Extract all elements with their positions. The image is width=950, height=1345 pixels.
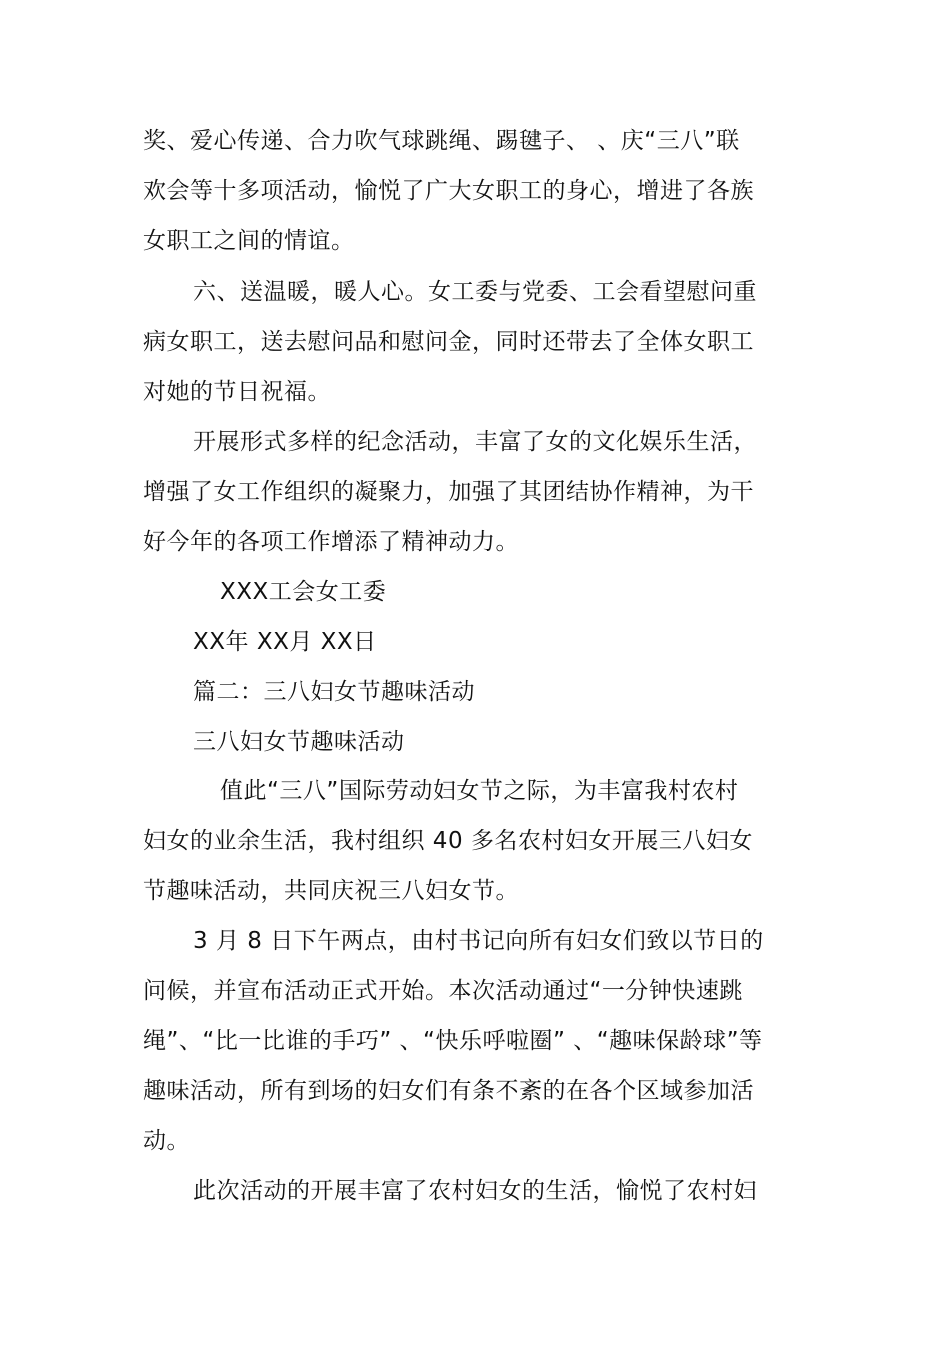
text-line-15: 妇女的业余生活，我村组织 40 多名农村妇女开展三八妇女 [143, 828, 753, 854]
text-line-7: 开展形式多样的纪念活动，丰富了女的文化娱乐生活， [193, 429, 757, 455]
section-title: 篇二：三八妇女节趣味活动 [193, 679, 475, 705]
article-title: 三八妇女节趣味活动 [193, 729, 405, 755]
text-line-6: 对她的节日祝福。 [143, 379, 331, 405]
text-line-8: 增强了女工作组织的凝聚力，加强了其团结协作精神，为干 [143, 479, 754, 505]
text-line-16: 节趣味活动，共同庆祝三八妇女节。 [143, 878, 519, 904]
text-line-22: 此次活动的开展丰富了农村妇女的生活，愉悦了农村妇 [193, 1178, 757, 1204]
text-line-2: 欢会等十多项活动，愉悦了广大女职工的身心，增进了各族 [143, 178, 754, 204]
text-line-19: 绳”、“比一比谁的手巧” 、“快乐呼啦圈” 、“趣味保龄球”等 [143, 1028, 763, 1054]
text-line-5: 病女职工，送去慰问品和慰问金，同时还带去了全体女职工 [143, 329, 754, 355]
text-line-9: 好今年的各项工作增添了精神动力。 [143, 529, 519, 555]
text-line-4: 六、送温暖，暖人心。女工委与党委、工会看望慰问重 [193, 279, 757, 305]
text-line-14: 值此“三八”国际劳动妇女节之际，为丰富我村农村 [220, 778, 739, 804]
text-line-3: 女职工之间的情谊。 [143, 228, 355, 254]
signature-date: XX年 XX月 XX日 [193, 629, 377, 655]
text-line-18: 问候，并宣布活动正式开始。本次活动通过“一分钟快速跳 [143, 978, 743, 1004]
text-line-21: 动。 [143, 1128, 190, 1154]
text-line-17: 3 月 8 日下午两点，由村书记向所有妇女们致以节日的 [193, 928, 764, 954]
signature-org: XXX工会女工委 [220, 579, 387, 605]
text-line-1: 奖、爱心传递、合力吹气球跳绳、踢毽子、 、庆“三八”联 [143, 128, 740, 154]
text-line-20: 趣味活动，所有到场的妇女们有条不紊的在各个区域参加活 [143, 1078, 754, 1104]
